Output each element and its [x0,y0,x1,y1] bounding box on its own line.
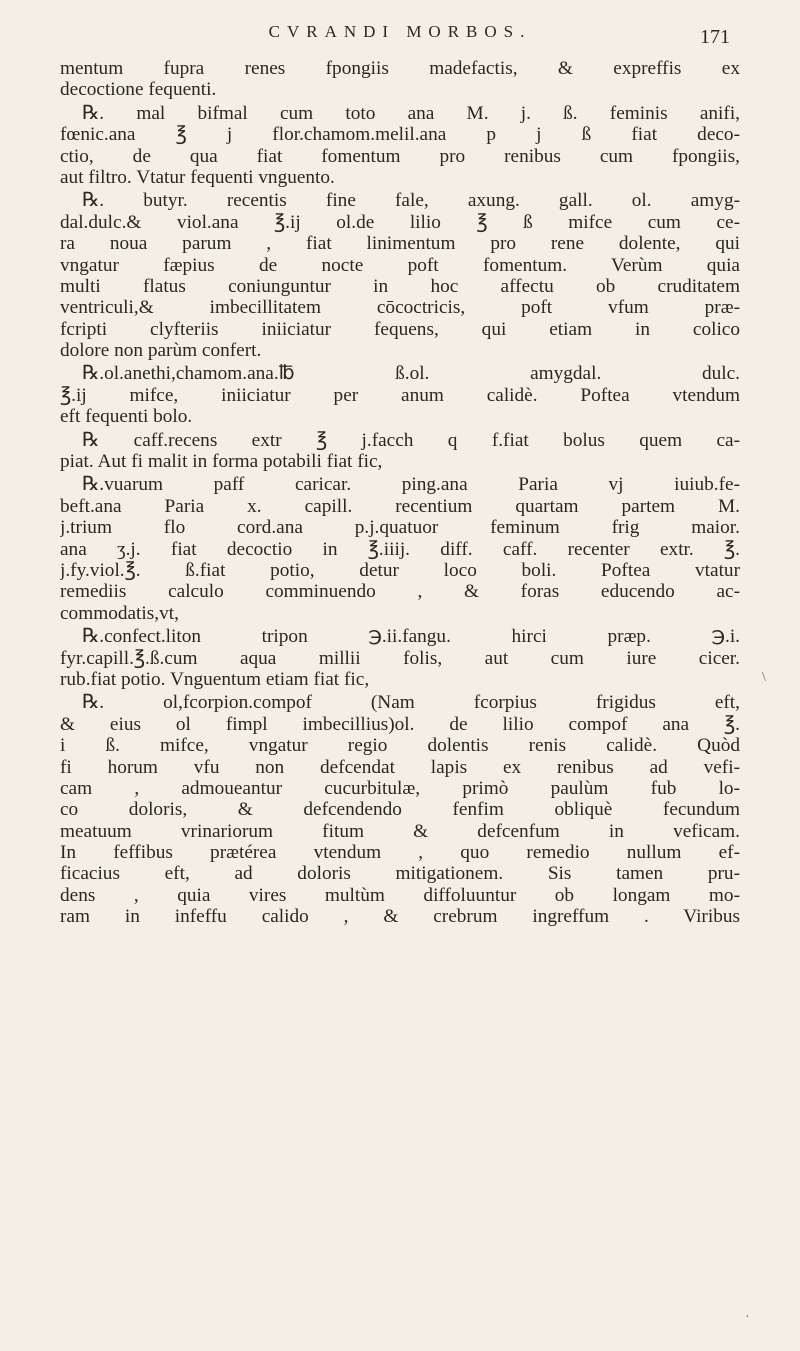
text-line: co doloris, & defcendendo fenfim obliquè fecundum [60,799,740,821]
text-line: dal.dulc.& viol.ana ℥.ij ol.de lilio ℥ ß mifce cum ce- [60,211,740,233]
paragraph [60,430,740,473]
text-line: ℞. mal bifmal cum toto ana M. j. ß. feminis anifi, [82,102,740,124]
text-line: fcripti clyfteriis iniiciatur fequens, qui etiam in colico [60,318,740,340]
text-line: aut filtro. Vtatur fequenti vnguento. [60,166,335,188]
paragraph [60,103,740,189]
text-line: vngatur fæpius de nocte poft fomentum. Verùm quia [60,254,740,276]
text-line: ram in infeffu calido , & crebrum ingreffum . Viribus [60,906,740,928]
text-line: beft.ana Paria x. capill. recentium quartam partem M. [60,495,740,517]
text-line: ℞.ol.anethi,chamom.ana.℔ ß.ol. amygdal. dulc. [82,363,740,385]
text-line: remediis calculo comminuendo , & foras educendo ac- [60,581,740,603]
text-line: ℞.vuarum paff caricar. ping.ana Paria vj iuiub.fe- [82,474,740,496]
paragraph [60,363,740,427]
text-line: ℞. butyr. recentis fine fale, axung. gall. ol. amyg- [82,190,740,212]
text-line: fi horum vfu non defcendat lapis ex renibus ad vefi- [60,756,740,778]
running-head: CVRANDI MORBOS. [268,22,532,41]
text-line: meatuum vrinariorum fitum & defcenfum in veficam. [60,820,740,842]
paragraph [60,474,740,624]
text-line: dens , quia vires multùm diffoluuntur ob longam mo- [60,884,740,906]
text-line: ana ʒ.j. fiat decoctio in ℥.iiij. diff. caff. recenter extr. ℥. [60,538,740,560]
text-line: ℞. ol,fcorpion.compof (Nam fcorpius frigidus eft, [82,692,740,714]
text-line: ℞.confect.liton tripon ℈.ii.fangu. hirci præp. ℈.i. [82,626,740,648]
text-line: & eius ol fimpl imbecillius)ol. de lilio compof ana ℥. [60,713,740,735]
text-line: j.fy.viol.℥. ß.fiat potio, detur loco boli. Poftea vtatur [60,559,740,581]
text-line: piat. Aut fi malit in forma potabili fiat fic, [60,451,383,473]
text-line: eft fequenti bolo. [60,406,193,428]
text-line: In feffibus prætérea vtendum , quo remedio nullum ef- [60,842,740,864]
paragraph [60,190,740,361]
text-line: j.trium flo cord.ana p.j.quatuor feminum frig maior. [60,517,740,539]
paragraph [60,58,740,101]
margin-mark: \ [762,670,766,685]
text-line: ctio, de qua fiat fomentum pro renibus cum fpongiis, [60,145,740,167]
page-number: 171 [700,26,730,48]
text-line: ℞ caff.recens extr ℥ j.facch q f.fiat bolus quem ca- [82,429,740,451]
text-line: ventriculi,& imbecillitatem cōcoctricis, poft vfum præ- [60,297,740,319]
text-line: i ß. mifce, vngatur regio dolentis renis calidè. Quòd [60,735,740,757]
text-line: mentum fupra renes fpongiis madefactis, & expreffis ex [60,58,740,79]
text-line: cam , admoueantur cucurbitulæ, primò paulùm fub lo- [60,777,740,799]
text-line: multi flatus coniunguntur in hoc affectu ob cruditatem [60,275,740,297]
paragraph [60,626,740,690]
text-line: ficacius eft, ad doloris mitigationem. Sis tamen pru- [60,863,740,885]
text-line: dolore non parùm confert. [60,340,262,362]
text-line: ra noua parum , fiat linimentum pro rene dolente, qui [60,233,740,255]
text-line: ℥.ij mifce, iniiciatur per anum calidè. Poftea vtendum [60,384,740,406]
text-line: fœnic.ana ℥ j flor.chamom.melil.ana p j ß fiat deco- [60,124,740,146]
text-line: decoctione fequenti. [60,79,217,101]
margin-mark: · [745,1310,750,1325]
text-line: fyr.capill.℥.ß.cum aqua millii folis, aut cum iure cicer. [60,647,740,669]
text-line: commodatis,vt, [60,602,179,624]
paragraph [60,692,740,927]
text-line: rub.fiat potio. Vnguentum etiam fiat fic, [60,668,370,690]
body-text [60,58,740,930]
